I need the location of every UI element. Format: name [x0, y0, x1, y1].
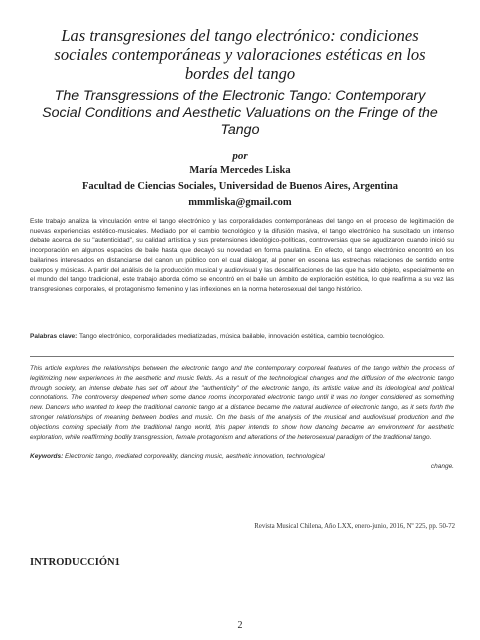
abstract-spanish: Este trabajo analiza la vinculación entre el tango electrónico y las corporalidades contemporáneas del tango en el proceso de legitimación de nuevas experiencias estético-musicales. Mediado por el cambio tecnológico y la difusión masiva, el tango electrónico ha suscitado un intenso debate acerca de su "autenticidad", su calidad artística y sus pretensiones ideológico-políticas, controversias que se agudizaron cuando inició su incorporación en algunos espacios de baile hasta que decayó su novedad en forma paulatina. En efecto, el tango electrónico encontró en los bailarines interesados en distanciarse del canon un público con el cual dialogar, al poner en escena las estrechas relaciones de sentido entre cuerpos y músicas. A partir del análisis de la producción musical y audiovisual y las descalificaciones de las que ha sido objeto, especialmente en el mundo del tango tradicional, este trabajo aborda cómo se encontró en el baile un ámbito de exploración estética, lo que reafirma a su vez las transgresiones corporales, el protagonismo femenino y las inflexiones en la norma heterosexual del tango histórico. [30, 218, 454, 293]
title-english: The Transgressions of the Electronic Tango: Contemporary Social Conditions and Aesthetic Valuations on the Fringe of the Tango [42, 88, 438, 138]
keywords-spanish-label: Palabras clave: [30, 333, 78, 340]
section-divider [30, 356, 454, 357]
by-label: por [232, 150, 248, 162]
keywords-english-text: Electronic tango, mediated corporeality, dancing music, aesthetic innovation, technological [65, 453, 325, 460]
author-name: María Mercedes Liska [189, 165, 291, 176]
abstract-english: This article explores the relationships between the electronic tango and the contemporary corporeal features of the tango within the process of legitimizing new experiences in the aesthetic and music fields. As a result of the technological changes and the diffusion of the electronic tango through society, an intense debate has set off about the "authenticity" of the electronic tango, its artistic value and its ideological and political connotations. The controversy deepened when some dance rooms incorporated electronic tango until it was no longer considered as something new. Dancers who wanted to keep the traditional canonic tango at a distance became the natural audience of electronic tango, as it sets forth the stronger relationships of meaning between bodies and music. On the basis of the analysis of the musical and audiovisual production and the objections coming specially from the traditional tango world, this paper intends to show how dancing became an environment for aesthetic exploration, while reaffirming bodily transgression, female protagonism and alterations of the heterosexual paradigm of the traditional tango. [30, 365, 454, 441]
page-number: 2 [237, 620, 243, 631]
title-spanish: Las transgresiones del tango electrónico: condiciones sociales contemporáneas y valoraciones estéticas en los bordes del tango [54, 26, 426, 83]
keywords-english-label: Keywords: [30, 453, 64, 460]
author-affiliation: Facultad de Ciencias Sociales, Universidad de Buenos Aires, Argentina [82, 181, 398, 192]
author-email[interactable]: mmmliska@gmail.com [188, 197, 292, 208]
keywords-spanish-text: Tango electrónico, corporalidades mediatizadas, música bailable, innovación estética, cambio tecnológico. [79, 333, 385, 340]
keywords-english-tail: change. [430, 462, 454, 470]
keywords-english [30, 452, 454, 472]
keywords-spanish [30, 332, 454, 342]
section-heading-introduction: INTRODUCCIÓN1 [30, 557, 120, 568]
journal-reference: Revista Musical Chilena, Año LXX, enero-junio, 2016, Nº 225, pp. 50-72 [254, 523, 455, 530]
